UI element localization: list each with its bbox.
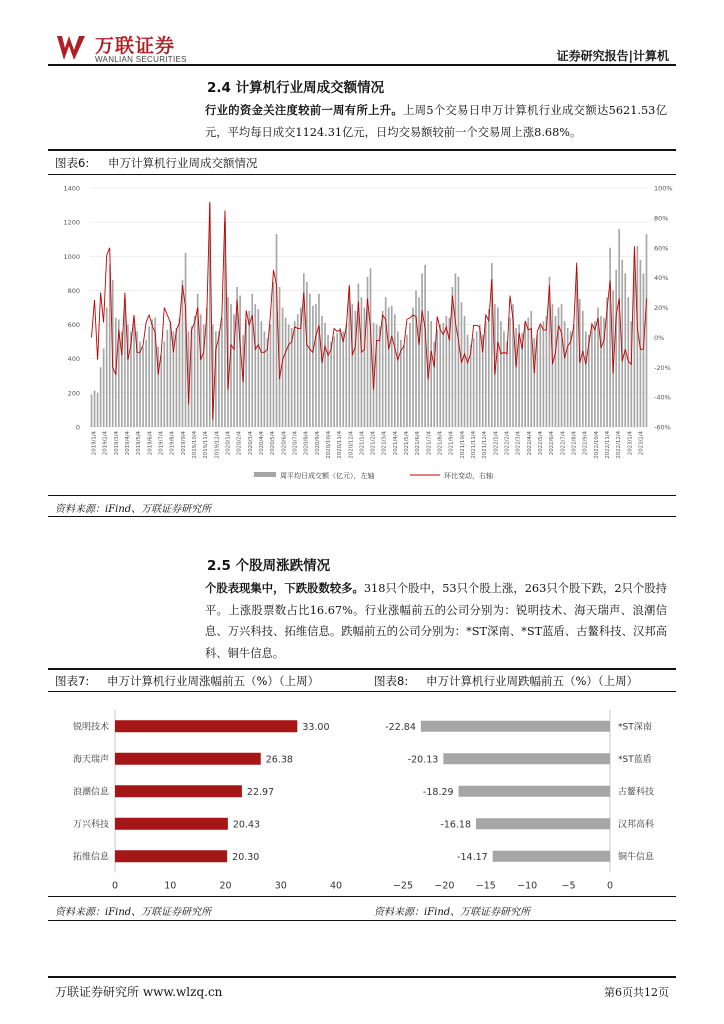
volume-bar (376, 325, 378, 427)
x-tick-label: −15 (475, 880, 496, 892)
right-tick-label: -60% (654, 423, 671, 432)
figure7-8-header-rule (48, 691, 676, 692)
loss-bar (421, 721, 610, 732)
volume-bar (221, 318, 223, 427)
x-tick-label: 40 (329, 880, 343, 892)
volume-bar (618, 229, 620, 427)
x-tick-label: 2021/8/4 (437, 431, 444, 456)
value-label: 20.30 (232, 851, 260, 863)
loss-bar (459, 786, 610, 797)
volume-bar (170, 321, 172, 427)
value-label: 20.43 (232, 819, 261, 831)
volume-bar (421, 273, 423, 427)
volume-bar (406, 335, 408, 427)
volume-bar (321, 316, 323, 427)
left-tick-label: 600 (67, 321, 80, 330)
volume-bar (464, 316, 466, 427)
left-tick-label: 400 (67, 355, 80, 364)
x-tick-label: 2022/3/4 (515, 431, 522, 456)
volume-bar (543, 321, 545, 427)
volume-bar (264, 331, 266, 427)
x-tick-label: −10 (517, 880, 538, 892)
right-tick-label: 40% (654, 274, 669, 283)
volume-bar (163, 342, 165, 427)
volume-bar (476, 331, 478, 427)
volume-bar (391, 306, 393, 427)
x-tick-label: 2020/9/4 (314, 431, 321, 456)
x-tick-label: 2021/4/4 (392, 431, 399, 456)
x-tick-label: 2021/6/4 (415, 431, 422, 456)
section-2-5-lead: 个股表现集中，下跌股数较多。 (205, 581, 364, 595)
volume-bar (157, 347, 159, 427)
category-label: 海天瑞声 (72, 754, 109, 765)
x-tick-label: 2020/8/4 (303, 431, 310, 456)
volume-bar (94, 390, 96, 427)
value-label: -22.84 (385, 721, 416, 733)
volume-bar (506, 342, 508, 427)
figure6-header-rule (48, 174, 676, 175)
volume-bar (533, 338, 535, 427)
legend-bar-swatch (254, 472, 276, 477)
x-tick-label: 2020/1/4 (225, 431, 232, 456)
volume-bar (361, 297, 363, 427)
right-tick-label: 60% (654, 244, 669, 253)
volume-bar (585, 331, 587, 427)
value-label: 22.97 (246, 786, 275, 798)
gain-bar (115, 850, 227, 862)
value-label: -14.17 (457, 851, 488, 863)
volume-bar (145, 340, 147, 427)
figure8-title: 申万计算机行业周跌幅前五（%）（上周） (426, 674, 639, 688)
value-label: 33.00 (302, 721, 330, 733)
volume-bar (261, 321, 263, 427)
volume-bar (230, 304, 232, 427)
volume-bar (509, 318, 511, 427)
volume-bar (385, 297, 387, 427)
footer-website: 万联证券研究所 www.wlzq.cn (55, 985, 223, 999)
volume-bar (273, 282, 275, 427)
volume-bar (479, 325, 481, 427)
category-label: 古鳌科技 (618, 787, 655, 798)
volume-bar (582, 311, 584, 427)
volume-bar (312, 306, 314, 427)
x-tick-label: −25 (392, 880, 414, 892)
category-label: 拓维信息 (72, 852, 109, 863)
volume-bar (552, 304, 554, 427)
volume-bar (430, 321, 432, 427)
volume-bar (324, 323, 326, 427)
x-tick-label: 2020/11/4 (337, 431, 344, 459)
x-tick-label: 2019/9/4 (180, 431, 187, 456)
x-tick-label: 2021/12/4 (482, 431, 489, 459)
figure8-chart (368, 696, 678, 892)
volume-bar (248, 311, 250, 427)
category-label: *ST蓝盾 (618, 754, 652, 765)
x-tick-label: 2019/7/4 (158, 431, 165, 456)
volume-bar (327, 335, 329, 427)
volume-bar (339, 328, 341, 427)
x-tick-label: 2020/7/4 (292, 431, 299, 456)
page-number: 第6页共12页 (604, 986, 669, 999)
figure6-source: 资料来源：iFind、万联证券研究所 (55, 504, 212, 515)
left-tick-label: 1000 (63, 252, 80, 261)
volume-bar (267, 338, 269, 427)
figure6-label: 图表6: (55, 156, 90, 170)
volume-bar (160, 355, 162, 427)
x-tick-label: 2021/2/4 (370, 431, 377, 456)
volume-bar (573, 325, 575, 427)
x-tick-label: −5 (561, 880, 576, 892)
volume-bar (336, 333, 338, 427)
volume-bar (200, 314, 202, 427)
x-tick-label: 2022/10/4 (593, 431, 600, 459)
x-tick-label: 10 (164, 880, 177, 892)
volume-bar (637, 246, 639, 427)
figure7-8-source-rule (48, 920, 676, 921)
category-label: 锐明技术 (72, 722, 109, 733)
right-tick-label: 80% (654, 214, 669, 223)
volume-bar (500, 321, 502, 427)
volume-bar (239, 296, 241, 427)
report-category: 证券研究报告|计算机 (556, 49, 669, 63)
x-tick-label: 2019/10/4 (192, 431, 199, 459)
x-tick-label: 2021/3/4 (381, 431, 388, 456)
x-tick-label: 20 (219, 880, 232, 892)
figure6-source-rule (48, 516, 676, 517)
volume-bar (103, 348, 105, 427)
volume-bar (330, 342, 332, 427)
volume-bar (142, 347, 144, 427)
volume-bar (124, 304, 126, 427)
volume-bar (415, 290, 417, 427)
volume-bar (442, 323, 444, 427)
section-2-4-paragraph (205, 100, 667, 143)
volume-bar (297, 314, 299, 427)
volume-bar (91, 395, 93, 427)
volume-bar (473, 338, 475, 427)
loss-bar (476, 818, 610, 829)
volume-bar (106, 308, 108, 428)
volume-bar (251, 294, 253, 427)
section-2-5-paragraph (205, 578, 667, 664)
volume-bar (455, 273, 457, 427)
x-tick-label: 2022/2/4 (504, 431, 511, 456)
volume-bar (600, 316, 602, 427)
volume-bar (218, 331, 220, 427)
figure7-8-bottom-rule (48, 896, 676, 897)
section-2-4-title: 2.4 计算机行业周成交额情况 (207, 80, 385, 96)
legend-line-label: 环比变动，右轴 (444, 472, 493, 480)
volume-bar (439, 325, 441, 427)
x-tick-label: 2022/8/4 (571, 431, 578, 456)
x-tick-label: 2022/1/4 (493, 431, 500, 456)
left-tick-label: 200 (67, 389, 80, 398)
volume-bar (182, 280, 184, 427)
volume-bar (524, 323, 526, 427)
volume-bar (561, 304, 563, 427)
gain-bar (115, 753, 261, 765)
volume-bar (570, 331, 572, 427)
volume-bar (564, 321, 566, 427)
x-tick-label: 2022/12/4 (616, 431, 623, 459)
x-tick-label: 2021/10/4 (459, 431, 466, 459)
volume-bar (412, 308, 414, 428)
x-tick-label: 2021/11/4 (471, 431, 478, 459)
value-label: -18.29 (422, 786, 454, 798)
x-tick-label: 2022/9/4 (582, 431, 589, 456)
x-tick-label: 2020/5/4 (270, 431, 277, 456)
volume-bar (527, 318, 529, 427)
volume-bar (485, 321, 487, 427)
x-tick-label: 2023/2/4 (638, 431, 645, 456)
figure7-chart (48, 696, 353, 892)
category-label: 铜牛信息 (618, 852, 655, 863)
figure7-plot (73, 710, 342, 892)
value-label: -16.18 (440, 819, 472, 831)
right-tick-label: -40% (654, 393, 671, 402)
volume-bar (503, 331, 505, 427)
figure6-bottom-rule (48, 495, 676, 496)
volume-bar (382, 311, 384, 427)
volume-bar (394, 314, 396, 427)
volume-bar (397, 331, 399, 427)
volume-bar (567, 328, 569, 427)
volume-bar (497, 308, 499, 428)
volume-bar (403, 345, 405, 427)
gain-bar (115, 720, 297, 732)
loss-bar (493, 851, 610, 862)
x-tick-label: −20 (434, 880, 455, 892)
section-2-5-title: 2.5 个股周涨跌情况 (207, 558, 331, 574)
volume-bar (467, 335, 469, 427)
volume-bar (254, 304, 256, 427)
volume-bar (333, 337, 335, 427)
figure7-8-top-rule (48, 668, 676, 670)
x-tick-label: 2019/8/4 (169, 431, 176, 456)
section-2-4-lead: 行业的资金关注度较前一周有所上升。 (205, 103, 404, 117)
volume-bar (139, 342, 141, 427)
section-2-4-body: 上周5个交易日申万计算机行业成交额达5621.53亿元，平均每日成交1124.31亿元，日均交易额较前一个交易周上涨8.68%。 (205, 104, 667, 139)
header-divider (48, 64, 676, 66)
volume-bar (133, 319, 135, 427)
volume-bar (546, 316, 548, 427)
x-tick-label: 2019/3/4 (113, 431, 120, 456)
x-tick-label: 2019/6/4 (147, 431, 154, 456)
volume-bar (315, 304, 317, 427)
category-label: 万兴科技 (72, 819, 109, 830)
x-tick-label: 2019/11/4 (203, 431, 210, 459)
right-tick-label: 100% (654, 184, 673, 193)
volume-bar (379, 326, 381, 427)
brand-name-en: WANLIAN SECURITIES (95, 55, 187, 64)
volume-bar (194, 316, 196, 427)
volume-bar (609, 248, 611, 427)
right-tick-label: 20% (654, 304, 669, 312)
volume-bar (245, 319, 247, 427)
volume-bar (176, 328, 178, 427)
section-2-5-body: 318只个股中，53只个股上涨，263只个股下跌，2只个股持平。上涨股票数占比16.67%。行业涨幅前五的公司分别为：锐明技术、海天瑞声、浪潮信息、万兴科技、拓维信息。跌幅前五的公司分别为：*ST深南、*ST蓝盾、古鳌科技、汉邦高科、铜牛信息。 (205, 582, 667, 660)
x-tick-label: 2020/2/4 (236, 431, 243, 456)
volume-bar (233, 314, 235, 427)
x-tick-label: 2022/7/4 (560, 431, 567, 456)
volume-bar (342, 331, 344, 427)
figure6-right-axis-ticks (654, 185, 673, 432)
volume-bar (318, 294, 320, 427)
x-tick-label: 2019/2/4 (102, 431, 109, 456)
volume-bar (579, 299, 581, 427)
x-tick-label: 2020/4/4 (258, 431, 265, 456)
volume-bar (166, 330, 168, 427)
x-tick-label: 2019/5/4 (136, 431, 143, 456)
volume-bar (306, 282, 308, 427)
volume-bar (409, 323, 411, 427)
x-tick-label: 2022/4/4 (526, 431, 533, 456)
value-label: -20.13 (407, 754, 439, 766)
volume-bar (591, 326, 593, 427)
left-tick-label: 800 (67, 286, 80, 295)
x-tick-label: 2019/4/4 (125, 431, 132, 456)
x-tick-label: 2021/9/4 (448, 431, 455, 456)
x-tick-label: 2020/6/4 (281, 431, 288, 456)
volume-bar (179, 318, 181, 427)
figure6-change-line (92, 203, 647, 420)
figure6-left-axis-ticks (63, 185, 80, 432)
left-tick-label: 1200 (63, 218, 80, 227)
category-label: 浪潮信息 (72, 787, 109, 798)
left-tick-label: 1400 (63, 184, 80, 193)
figure6-x-tick-labels (92, 430, 645, 458)
figure6-top-rule (48, 149, 676, 151)
right-tick-label: -20% (654, 363, 671, 372)
x-tick-label: 0 (111, 880, 119, 892)
value-label: 26.38 (265, 754, 293, 766)
volume-bar (436, 330, 438, 427)
volume-bar (488, 309, 490, 427)
volume-bar (282, 308, 284, 428)
volume-bar (646, 234, 648, 427)
volume-bar (285, 318, 287, 427)
brand-logo-icon (55, 32, 87, 64)
x-tick-label: 2020/3/4 (247, 431, 254, 456)
x-tick-label: 2023/1/4 (627, 431, 634, 456)
x-tick-label: 2022/5/4 (537, 430, 544, 456)
volume-bar (270, 325, 272, 427)
volume-bar (97, 393, 99, 427)
volume-bar (470, 345, 472, 427)
x-tick-label: 2020/12/4 (348, 431, 355, 459)
figure8-source: 资料来源：iFind、万联证券研究所 (374, 907, 531, 918)
gain-bar (115, 785, 242, 797)
volume-bar (594, 321, 596, 427)
figure6-chart (48, 176, 676, 492)
x-tick-label: 2021/1/4 (359, 431, 366, 456)
volume-bar (148, 326, 150, 427)
figure7-label: 图表7: (55, 674, 90, 688)
figure7-source: 资料来源：iFind、万联证券研究所 (55, 907, 212, 918)
volume-bar (288, 325, 290, 427)
left-tick-label: 0 (75, 423, 80, 432)
volume-bar (643, 273, 645, 427)
figure6-title: 申万计算机行业周成交额情况 (108, 156, 258, 170)
x-tick-label: 2019/1/4 (91, 431, 98, 456)
legend-bar-label: 周平均日成交额（亿元），左轴 (280, 472, 375, 480)
volume-bar (458, 277, 460, 427)
volume-bar (445, 316, 447, 427)
volume-bar (615, 270, 617, 427)
x-tick-label: 0 (606, 880, 614, 892)
volume-bar (309, 294, 311, 427)
volume-bar (364, 308, 366, 428)
x-tick-label: 2021/7/4 (426, 431, 433, 456)
volume-bar (351, 304, 353, 427)
loss-bar (443, 753, 610, 764)
category-label: 汉邦高科 (618, 819, 655, 830)
volume-bar (345, 325, 347, 427)
volume-bar (276, 234, 278, 427)
x-tick-label: 2021/5/4 (404, 431, 411, 456)
volume-bar (355, 311, 357, 427)
gain-bar (115, 818, 228, 830)
volume-bar (555, 316, 557, 427)
volume-bar (388, 308, 390, 428)
x-tick-label: 30 (274, 880, 287, 892)
volume-bar (100, 367, 102, 427)
volume-bar (536, 335, 538, 427)
brand-name-cn: 万联证券 (95, 35, 176, 57)
volume-bar (418, 297, 420, 427)
right-tick-label: 0% (654, 333, 665, 342)
volume-bar (515, 328, 517, 427)
category-label: *ST深南 (618, 722, 652, 733)
footer-divider (48, 976, 676, 978)
figure8-label: 图表8: (374, 674, 409, 688)
volume-bar (540, 326, 542, 427)
figure8-plot (385, 710, 655, 892)
volume-bar (151, 319, 153, 427)
figure6-legend (254, 471, 493, 481)
volume-bar (461, 302, 463, 427)
volume-bar (294, 321, 296, 427)
x-tick-label: 2022/11/4 (604, 431, 611, 459)
x-tick-label: 2019/12/4 (214, 431, 221, 459)
x-tick-label: 2022/6/4 (549, 431, 556, 456)
volume-bar (257, 309, 259, 427)
figure7-title: 申万计算机行业周涨幅前五（%）（上周） (107, 674, 320, 688)
x-tick-label: 2020/10/4 (325, 431, 332, 459)
